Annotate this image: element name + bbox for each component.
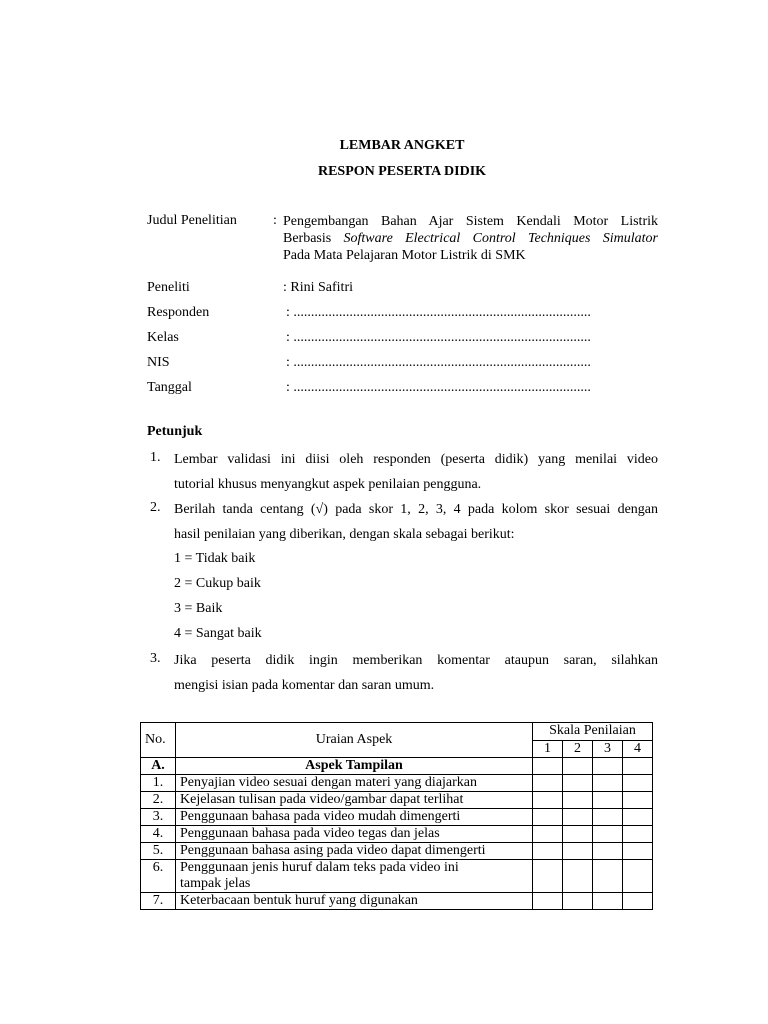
judul-line-3: Pada Mata Pelajaran Motor Listrik di SMK — [283, 248, 526, 263]
row-no: 2. — [141, 792, 176, 809]
score-cell[interactable] — [623, 758, 653, 775]
judul-value — [283, 213, 658, 264]
responden-field[interactable]: : ..................................................................................... — [286, 305, 591, 320]
row-text: Penggunaan bahasa asing pada video dapat dimengerti — [176, 843, 533, 860]
row-text: Penggunaan bahasa pada video tegas dan jelas — [176, 826, 533, 843]
scale-item: 2 = Cukup baik — [174, 576, 261, 591]
table-row — [141, 860, 653, 893]
score-cell[interactable] — [593, 775, 623, 792]
row-no: 6. — [141, 860, 176, 893]
section-title: Aspek Tampilan — [176, 758, 533, 775]
judul-line-1: Pengembangan Bahan Ajar Sistem Kendali Motor Listrik — [283, 214, 658, 229]
judul-colon: : — [273, 213, 277, 228]
score-cell[interactable] — [533, 826, 563, 843]
row-no: 3. — [141, 809, 176, 826]
judul-line-2-italic: Software Electrical Control Techniques Simulator — [343, 231, 658, 246]
item-line: Berilah tanda centang (√) pada skor 1, 2, 3, 4 pada kolom skor sesuai dengan — [174, 502, 658, 517]
score-cell[interactable] — [623, 826, 653, 843]
item-line: Jika peserta didik ingin memberikan komentar ataupun saran, silahkan — [174, 653, 658, 668]
row-no: 4. — [141, 826, 176, 843]
score-cell[interactable] — [623, 792, 653, 809]
score-cell[interactable] — [563, 758, 593, 775]
peneliti-value: : Rini Safitri — [283, 280, 353, 295]
score-cell[interactable] — [593, 826, 623, 843]
score-cell[interactable] — [563, 792, 593, 809]
score-cell[interactable] — [593, 792, 623, 809]
item-text — [174, 497, 658, 547]
score-cell[interactable] — [533, 860, 563, 893]
scale-item: 3 = Baik — [174, 601, 223, 616]
item-line: mengisi isian pada komentar dan saran umum. — [174, 678, 435, 693]
row-text: Penyajian video sesuai dengan materi yang diajarkan — [176, 775, 533, 792]
score-cell[interactable] — [623, 843, 653, 860]
score-cell[interactable] — [593, 893, 623, 910]
score-cell[interactable] — [533, 893, 563, 910]
document-subtitle: RESPON PESERTA DIDIK — [317, 164, 487, 179]
table-row — [141, 893, 653, 910]
score-cell[interactable] — [533, 809, 563, 826]
item-number: 1. — [150, 450, 161, 465]
judul-line-2 — [283, 230, 658, 247]
table-row — [141, 843, 653, 860]
header-no: No. — [141, 723, 176, 758]
kelas-label: Kelas — [147, 330, 179, 345]
header-uraian: Uraian Aspek — [176, 723, 533, 758]
judul-line-2-prefix: Berbasis — [283, 231, 344, 246]
table-row — [141, 775, 653, 792]
score-cell[interactable] — [563, 843, 593, 860]
aspek-table — [140, 722, 653, 910]
row-text-line: tampak jelas — [180, 876, 251, 891]
item-text — [174, 648, 658, 698]
table-row — [141, 809, 653, 826]
score-cell[interactable] — [593, 843, 623, 860]
score-cell[interactable] — [623, 809, 653, 826]
score-cell[interactable] — [533, 792, 563, 809]
row-text: Kejelasan tulisan pada video/gambar dapat terlihat — [176, 792, 533, 809]
header-score-1: 1 — [533, 740, 563, 758]
tanggal-field[interactable]: : ..................................................................................... — [286, 380, 591, 395]
header-score-2: 2 — [563, 740, 593, 758]
score-cell[interactable] — [563, 893, 593, 910]
judul-label: Judul Penelitian — [147, 213, 237, 228]
score-cell[interactable] — [533, 775, 563, 792]
petunjuk-heading: Petunjuk — [147, 424, 203, 439]
score-cell[interactable] — [563, 826, 593, 843]
table-row — [141, 792, 653, 809]
header-score-3: 3 — [593, 740, 623, 758]
section-row — [141, 758, 653, 775]
score-cell[interactable] — [593, 860, 623, 893]
score-cell[interactable] — [563, 809, 593, 826]
item-text — [174, 447, 658, 497]
score-cell[interactable] — [623, 775, 653, 792]
kelas-field[interactable]: : ..................................................................................... — [286, 330, 591, 345]
table-row — [141, 826, 653, 843]
row-text-line: Penggunaan jenis huruf dalam teks pada video ini — [180, 860, 459, 875]
score-cell[interactable] — [593, 809, 623, 826]
document-title: LEMBAR ANGKET — [339, 138, 465, 153]
responden-label: Responden — [147, 305, 210, 320]
row-no: 5. — [141, 843, 176, 860]
score-cell[interactable] — [623, 893, 653, 910]
tanggal-label: Tanggal — [147, 380, 192, 395]
score-cell[interactable] — [533, 843, 563, 860]
header-score-4: 4 — [623, 740, 653, 758]
score-cell[interactable] — [593, 758, 623, 775]
item-line: Lembar validasi ini diisi oleh responden (peserta didik) yang menilai video — [174, 452, 658, 467]
score-cell[interactable] — [533, 758, 563, 775]
nis-field[interactable]: : ..................................................................................... — [286, 355, 591, 370]
nis-label: NIS — [147, 355, 170, 370]
row-no: 1. — [141, 775, 176, 792]
item-number: 2. — [150, 500, 161, 515]
section-no: A. — [141, 758, 176, 775]
row-text: Penggunaan bahasa pada video mudah dimengerti — [176, 809, 533, 826]
item-line: hasil penilaian yang diberikan, dengan skala sebagai berikut: — [174, 527, 515, 542]
row-no: 7. — [141, 893, 176, 910]
score-cell[interactable] — [623, 860, 653, 893]
row-text: Keterbacaan bentuk huruf yang digunakan — [176, 893, 533, 910]
score-cell[interactable] — [563, 775, 593, 792]
row-text — [176, 860, 533, 893]
item-line: tutorial khusus menyangkut aspek penilaian pengguna. — [174, 477, 482, 492]
scale-item: 1 = Tidak baik — [174, 551, 256, 566]
item-number: 3. — [150, 651, 161, 666]
score-cell[interactable] — [563, 860, 593, 893]
peneliti-label: Peneliti — [147, 280, 190, 295]
scale-item: 4 = Sangat baik — [174, 626, 262, 641]
header-skala: Skala Penilaian — [533, 723, 653, 741]
